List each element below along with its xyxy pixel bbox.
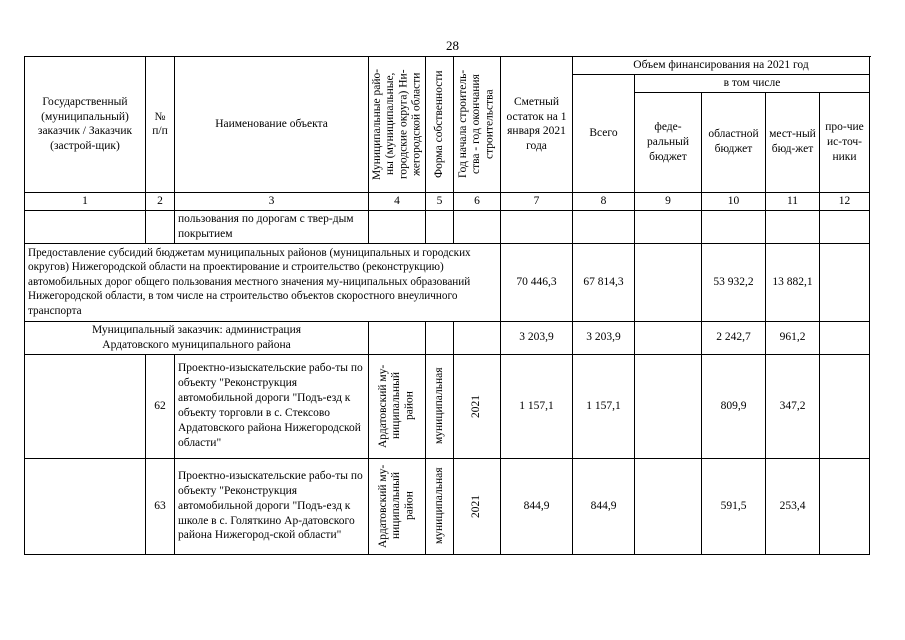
item-area-text: Ардатовский му-ниципальный район	[377, 464, 416, 548]
section-text: Предоставление субсидий бюджетам муниципальных районов (муниципальных и городских округов) Нижегородской области на проектирование и строительство (реконструкцию) автомобильных дорог общего пользования местного значения му-ниципальных образований Нижегородской области, в том числе на строительство объектов скоростного внеуличного транспорта	[25, 243, 501, 321]
item-name: Проектно-изыскательские рабо-ты по объекту "Реконструкция автомобильной дороги "Подъ-езд к объекту торговли в с. Стексово Ардатовского района Нижегородской области"	[175, 354, 369, 458]
item-estimate: 844,9	[501, 458, 573, 554]
col-num-5: 5	[426, 192, 454, 210]
item-ownership-text: муниципальная	[432, 367, 445, 445]
customer-row	[25, 321, 870, 354]
item-area	[369, 458, 426, 554]
col-num-6: 6	[454, 192, 501, 210]
item-regional: 809,9	[702, 354, 766, 458]
col-num-11: 11	[766, 192, 820, 210]
customer-total: 3 203,9	[573, 321, 635, 354]
header-municipal-area	[369, 57, 426, 193]
table-row	[25, 354, 870, 458]
customer-estimate: 3 203,9	[501, 321, 573, 354]
item-local: 253,4	[766, 458, 820, 554]
item-ownership-text: муниципальная	[432, 467, 445, 545]
header-federal: феде-ральный бюджет	[635, 92, 702, 192]
section-local: 13 882,1	[766, 243, 820, 321]
section-row	[25, 243, 870, 321]
item-area-text: Ардатовский му-ниципальный район	[377, 364, 416, 448]
col-num-4: 4	[369, 192, 426, 210]
item-total: 1 157,1	[573, 354, 635, 458]
header-local: мест-ный бюд-жет	[766, 92, 820, 192]
section-total: 67 814,3	[573, 243, 635, 321]
section-other	[820, 243, 870, 321]
section-regional: 53 932,2	[702, 243, 766, 321]
item-year	[454, 354, 501, 458]
section-federal	[635, 243, 702, 321]
header-municipal-area-text: Муниципальные райо-ны (муниципальные, городские округа) Ни-жегородской области	[370, 68, 423, 180]
header-ownership	[426, 57, 454, 193]
item-year	[454, 458, 501, 554]
header-years-text: Год начала строитель-ства - год окончания строительства	[457, 70, 496, 179]
col-num-8: 8	[573, 192, 635, 210]
financing-table	[24, 56, 870, 555]
col-num-7: 7	[501, 192, 573, 210]
header-funding-group: Объем финансирования на 2021 год	[573, 57, 870, 75]
header-other: про-чие ис-точ-ники	[820, 92, 870, 192]
col-num-9: 9	[635, 192, 702, 210]
item-num: 63	[146, 458, 175, 554]
header-regional: областной бюджет	[702, 92, 766, 192]
continuation-row	[25, 210, 870, 243]
header-ownership-text: Форма собственности	[432, 70, 445, 179]
header-estimate-balance: Сметный остаток на 1 января 2021 года	[501, 57, 573, 193]
continuation-name: пользования по дорогам с твер-дым покрытием	[175, 210, 369, 243]
header-object-name: Наименование объекта	[175, 57, 369, 193]
page-number: 28	[446, 38, 459, 53]
customer-local: 961,2	[766, 321, 820, 354]
header-customer: Государственный (муниципальный) заказчик / Заказчик (застрой-щик)	[25, 57, 146, 193]
item-regional: 591,5	[702, 458, 766, 554]
customer-regional: 2 242,7	[702, 321, 766, 354]
item-local: 347,2	[766, 354, 820, 458]
col-num-3: 3	[175, 192, 369, 210]
header-years	[454, 57, 501, 193]
header-row-1	[25, 57, 870, 75]
item-total: 844,9	[573, 458, 635, 554]
item-name: Проектно-изыскательские рабо-ты по объекту "Реконструкция автомобильной дороги "Подъ-езд к школе в с. Голяткино Ар-датовского района Нижегород-ской области"	[175, 458, 369, 554]
customer-text: Муниципальный заказчик: администрация Ардатовского муниципального района	[25, 321, 369, 354]
item-year-text: 2021	[470, 494, 483, 518]
item-estimate: 1 157,1	[501, 354, 573, 458]
item-num: 62	[146, 354, 175, 458]
col-num-2: 2	[146, 192, 175, 210]
column-number-row	[25, 192, 870, 210]
item-area	[369, 354, 426, 458]
item-ownership	[426, 458, 454, 554]
col-num-12: 12	[820, 192, 870, 210]
item-year-text: 2021	[470, 394, 483, 418]
header-including: в том числе	[635, 74, 870, 92]
item-ownership	[426, 354, 454, 458]
header-total: Всего	[573, 74, 635, 192]
table-row	[25, 458, 870, 554]
header-num: № п/п	[146, 57, 175, 193]
section-estimate: 70 446,3	[501, 243, 573, 321]
col-num-1: 1	[25, 192, 146, 210]
col-num-10: 10	[702, 192, 766, 210]
